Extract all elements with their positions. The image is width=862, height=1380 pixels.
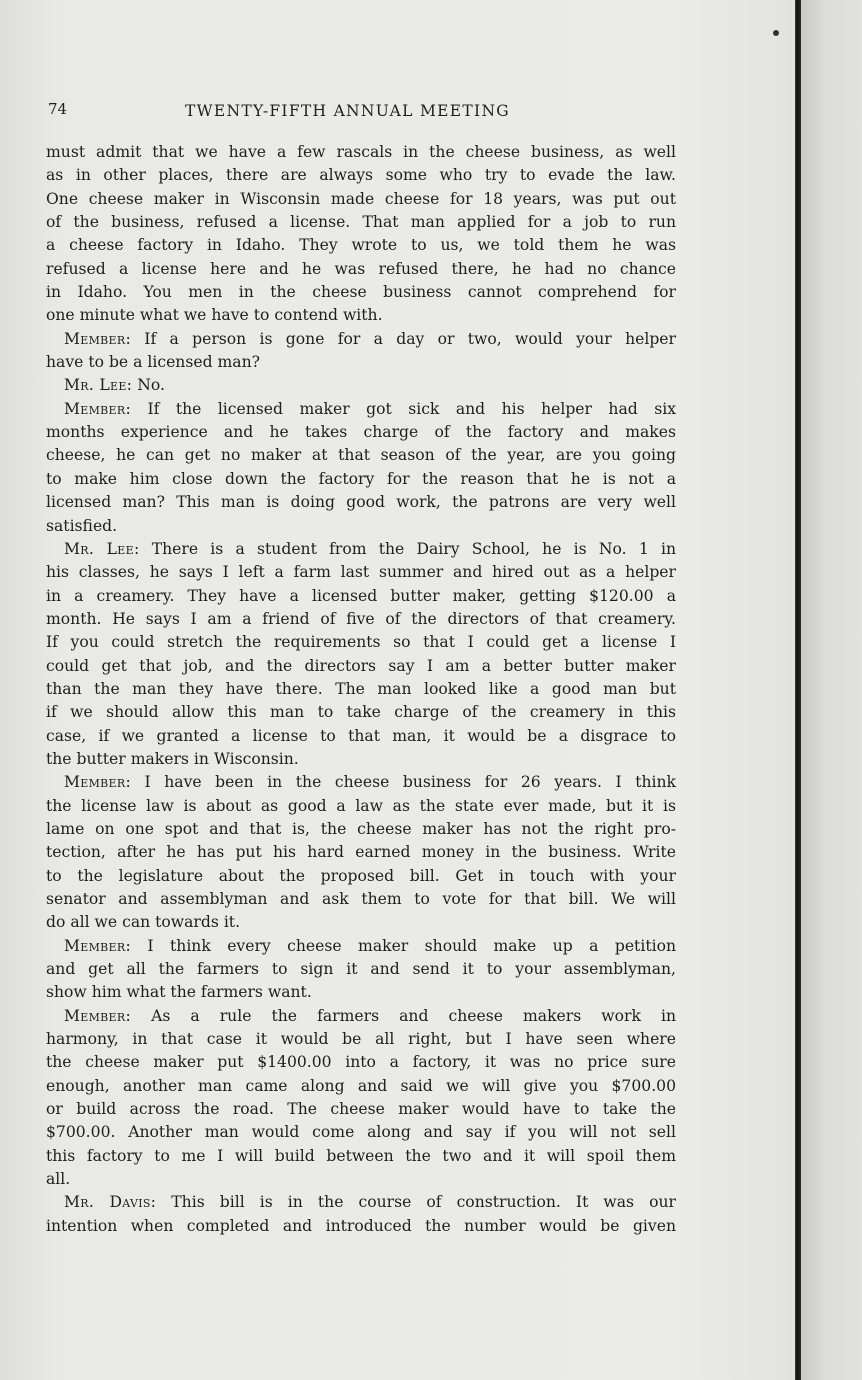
line-text: senator and assemblyman and ask them to vote for that bill. We will [46, 890, 676, 908]
text-line [46, 1098, 676, 1121]
text-line [46, 701, 676, 724]
line-text: $700.00. Another man would come along and say if you will not sell [46, 1123, 676, 1142]
line-text: cheese, he can get no maker at that season of the year, are you going [46, 446, 676, 465]
text-line [46, 608, 676, 631]
text-line [46, 678, 676, 701]
text-line [46, 818, 676, 841]
line-text: the cheese maker put $1400.00 into a factory, it was no price sure [46, 1053, 676, 1072]
text-line [46, 491, 676, 514]
line-text: As a rule the farmers and cheese makers work in [131, 1006, 676, 1025]
line-text: case, if we granted a license to that man, it would be a disgrace to [46, 726, 676, 745]
text-line [46, 258, 676, 281]
line-text: or build across the road. The cheese maker would have to take the [46, 1100, 676, 1119]
text-line [46, 585, 676, 608]
text-line [46, 164, 676, 187]
line-text: could get that job, and the directors say I am a better butter maker [46, 656, 676, 675]
line-text: must admit that we have a few rascals in the cheese business, as well [46, 143, 676, 161]
line-text: intention when completed and introduced the number would be given [46, 1216, 676, 1235]
line-text: to the legislature about the proposed bill. Get in touch with your [46, 866, 676, 885]
text-line [46, 1051, 676, 1074]
line-text: No. [132, 376, 165, 395]
text-line [46, 958, 676, 981]
line-text: harmony, in that case it would be all right, but I have seen where [46, 1030, 676, 1049]
speaker-line [46, 1005, 676, 1028]
line-text: his classes, he says I left a farm last summer and hired out as a helper [46, 563, 676, 582]
line-text: satisfied. [46, 516, 118, 535]
speaker-label: Mr. Davis: [64, 1193, 157, 1212]
running-head: TWENTY-FIFTH ANNUAL MEETING [185, 102, 510, 120]
line-text: in Idaho. You men in the cheese business cannot comprehend for [46, 283, 676, 302]
facing-page-edge [801, 0, 862, 1380]
text-line [46, 981, 676, 1004]
text-line [46, 1145, 676, 1168]
text-line [46, 1121, 676, 1144]
line-text: the license law is about as good a law as the state ever made, but it is [46, 796, 676, 815]
text-line [46, 444, 676, 467]
speaker-label: Member: [64, 773, 132, 792]
speaker-label: Mr. Lee: [64, 376, 133, 395]
text-line [46, 281, 676, 304]
line-text: licensed man? This man is doing good work, the patrons are very well [46, 493, 676, 512]
text-line [46, 1215, 676, 1238]
line-text: in a creamery. They have a licensed butter maker, getting $120.00 a [46, 586, 676, 605]
page-header [48, 100, 678, 126]
line-text: show him what the farmers want. [46, 983, 312, 1002]
line-text: I have been in the cheese business for 26 years. I think [131, 773, 676, 792]
text-line [46, 631, 676, 654]
text-line [46, 725, 676, 748]
speaker-label: Member: [64, 399, 132, 418]
line-text: to make him close down the factory for the reason that he is not a [46, 469, 676, 488]
speaker-line [46, 935, 676, 958]
page-number: 74 [48, 100, 68, 118]
ink-speck [773, 30, 779, 36]
line-text: a cheese factory in Idaho. They wrote to us, we told them he was [46, 236, 676, 255]
text-line [46, 304, 676, 327]
speaker-label: Member: [64, 936, 132, 955]
text-line [46, 1075, 676, 1098]
text-line [46, 655, 676, 678]
line-text: If the licensed maker got sick and his helper had six [131, 399, 676, 418]
text-line [46, 888, 676, 911]
text-line [46, 141, 676, 164]
line-text: months experience and he takes charge of the factory and makes [46, 423, 676, 442]
line-text: one minute what we have to contend with. [46, 306, 383, 325]
line-text: the butter makers in Wisconsin. [46, 749, 299, 768]
text-line [46, 515, 676, 538]
line-text: lame on one spot and that is, the cheese maker has not the right pro- [46, 819, 676, 838]
text-line [46, 188, 676, 211]
speaker-line [46, 398, 676, 421]
speaker-label: Mr. Lee: [64, 539, 140, 558]
speaker-line [46, 771, 676, 794]
line-text: If you could stretch the requirements so that I could get a license I [46, 633, 676, 652]
line-text: If a person is gone for a day or two, would your helper [131, 329, 676, 348]
line-text: refused a license here and he was refused there, he had no chance [46, 259, 676, 278]
text-line [46, 234, 676, 257]
line-text: There is a student from the Dairy School, he is No. 1 in [139, 539, 676, 558]
text-line [46, 841, 676, 864]
body-text [46, 141, 676, 1238]
line-text: this factory to me I will build between the two and it will spoil them [46, 1146, 676, 1165]
text-line [46, 468, 676, 491]
line-text: This bill is in the course of construction. It was our [156, 1193, 676, 1212]
text-line [46, 1168, 676, 1191]
line-text: do all we can towards it. [46, 913, 241, 932]
speaker-line [46, 1191, 676, 1214]
line-text: I think every cheese maker should make up a petition [131, 936, 676, 955]
text-line [46, 1028, 676, 1051]
line-text: all. [46, 1170, 71, 1189]
text-line [46, 211, 676, 234]
speaker-label: Member: [64, 329, 132, 348]
line-text: and get all the farmers to sign it and send it to your assemblyman, [46, 960, 676, 979]
speaker-line [46, 538, 676, 561]
line-text: of the business, refused a license. That man applied for a job to run [46, 213, 676, 232]
text-line [46, 561, 676, 584]
line-text: enough, another man came along and said we will give you $700.00 [46, 1076, 676, 1095]
speaker-label: Member: [64, 1006, 132, 1025]
text-line [46, 748, 676, 771]
line-text: tection, after he has put his hard earned money in the business. Write [46, 843, 676, 862]
line-text: as in other places, there are always some who try to evade the law. [46, 166, 676, 185]
line-text: One cheese maker in Wisconsin made cheese for 18 years, was put out [46, 189, 676, 208]
line-text: month. He says I am a friend of five of the directors of that creamery. [46, 609, 676, 628]
text-line [46, 351, 676, 374]
speaker-line [46, 374, 676, 397]
line-text: have to be a licensed man? [46, 353, 261, 372]
text-line [46, 795, 676, 818]
text-line [46, 911, 676, 934]
speaker-line [46, 328, 676, 351]
line-text: than the man they have there. The man looked like a good man but [46, 679, 676, 698]
line-text: if we should allow this man to take charge of the creamery in this [46, 703, 676, 722]
text-line [46, 421, 676, 444]
text-line [46, 865, 676, 888]
